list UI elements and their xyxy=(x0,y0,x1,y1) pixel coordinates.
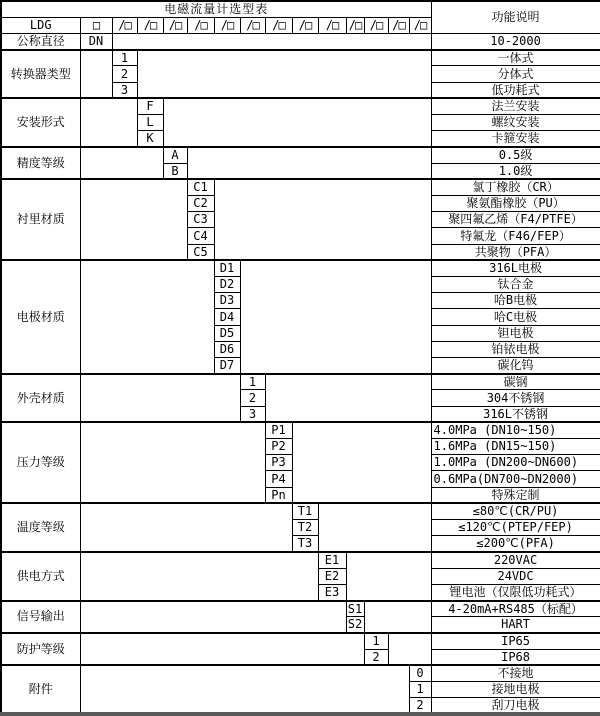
group-label: 附件 xyxy=(1,665,80,714)
desc-cell: 0.6MPa(DN700~DN2000) xyxy=(431,471,600,487)
model-slot-8: /□ xyxy=(292,17,318,33)
group-label: 供电方式 xyxy=(1,552,80,601)
code-cell: 1 xyxy=(112,50,137,66)
code-cell: F xyxy=(137,98,163,114)
desc-cell: 分体式 xyxy=(431,66,600,82)
spacer-cell xyxy=(187,147,431,179)
desc-cell: 聚氨酯橡胶（PU） xyxy=(431,195,600,211)
model-prefix-cell: LDG xyxy=(1,17,80,33)
spacer-cell xyxy=(137,50,431,99)
desc-cell: 1.0MPa (DN200~DN600) xyxy=(431,455,600,471)
code-cell: D6 xyxy=(214,341,240,357)
desc-cell: 低功耗式 xyxy=(431,82,600,98)
spacer-cell xyxy=(346,552,431,601)
code-cell: 0 xyxy=(409,665,431,681)
model-slot-3: /□ xyxy=(163,17,187,33)
code-cell: C2 xyxy=(187,195,214,211)
model-slot-13: /□ xyxy=(409,17,431,33)
desc-cell: 特氟龙（F46/FEP） xyxy=(431,228,600,244)
spacer-cell xyxy=(80,260,214,373)
code-cell: D4 xyxy=(214,309,240,325)
code-cell: T1 xyxy=(292,503,318,519)
model-slot-7: /□ xyxy=(265,17,292,33)
desc-cell: 钽电极 xyxy=(431,325,600,341)
desc-cell: 哈C电极 xyxy=(431,309,600,325)
desc-cell: 24VDC xyxy=(431,568,600,584)
spacer-cell xyxy=(80,98,137,147)
desc-cell: 1.0级 xyxy=(431,163,600,179)
desc-cell: 锂电池（仅限低功耗式） xyxy=(431,584,600,600)
code-cell: 2 xyxy=(240,390,265,406)
desc-cell: IP65 xyxy=(431,633,600,649)
code-cell: 1 xyxy=(364,633,388,649)
code-cell: C5 xyxy=(187,244,214,260)
model-slot-9: /□ xyxy=(318,17,346,33)
desc-cell: 法兰安装 xyxy=(431,98,600,114)
desc-cell: 铂铱电极 xyxy=(431,341,600,357)
code-cell-dn: DN xyxy=(80,33,112,49)
code-cell: E1 xyxy=(318,552,346,568)
code-cell: A xyxy=(163,147,187,163)
code-cell: T2 xyxy=(292,520,318,536)
group-label: 电极材质 xyxy=(1,260,80,373)
desc-cell: IP68 xyxy=(431,649,600,665)
desc-cell: 碳钢 xyxy=(431,374,600,390)
desc-cell: ≤80℃(CR/PU) xyxy=(431,503,600,519)
spacer-cell xyxy=(318,503,431,552)
code-cell: S2 xyxy=(347,617,363,632)
desc-cell: 刮刀电极 xyxy=(431,698,600,714)
desc-cell: 304不锈钢 xyxy=(431,390,600,406)
code-cell: S1 xyxy=(347,601,363,616)
spacer-cell xyxy=(80,147,163,179)
desc-cell: 哈B电极 xyxy=(431,293,600,309)
code-cell: 1 xyxy=(409,682,431,698)
code-cell: P3 xyxy=(265,455,292,471)
desc-cell: 不接地 xyxy=(431,665,600,681)
desc-cell: 卡箍安装 xyxy=(431,131,600,147)
code-cell: 2 xyxy=(364,649,388,665)
model-slot-1: /□ xyxy=(112,17,137,33)
group-label: 信号输出 xyxy=(1,601,80,633)
code-cell: E2 xyxy=(318,568,346,584)
desc-cell: HART xyxy=(431,617,600,633)
code-cell: D1 xyxy=(214,260,240,276)
desc-cell: 4.0MPa (DN10~150) xyxy=(431,422,600,438)
desc-cell: ≤200℃(PFA) xyxy=(431,536,600,552)
desc-cell: 聚四氟乙烯（F4/PTFE） xyxy=(431,212,600,228)
code-cell: E3 xyxy=(318,584,346,600)
code-cell: 2 xyxy=(409,698,431,714)
code-cell: 3 xyxy=(240,406,265,422)
desc-cell: 316L不锈钢 xyxy=(431,406,600,422)
desc-cell: 特殊定制 xyxy=(431,487,600,503)
code-cell: P1 xyxy=(265,422,292,438)
model-slot-11: /□ xyxy=(364,17,388,33)
spacer-cell xyxy=(163,98,431,147)
spacer-cell xyxy=(80,179,187,260)
code-cell: D7 xyxy=(214,357,240,373)
desc-cell: 316L电极 xyxy=(431,260,600,276)
code-cell: 1 xyxy=(240,374,265,390)
spacer-cell xyxy=(80,601,346,633)
model-slot-box: □ xyxy=(80,17,112,33)
group-label: 安装形式 xyxy=(1,98,80,147)
model-slot-5: /□ xyxy=(214,17,240,33)
group-label-diameter: 公称直径 xyxy=(1,33,80,49)
desc-cell: 共聚物（PFA） xyxy=(431,244,600,260)
code-cell: C3 xyxy=(187,212,214,228)
model-slot-12: /□ xyxy=(388,17,409,33)
code-cell: L xyxy=(137,114,163,130)
spacer-cell xyxy=(388,633,431,665)
code-cell: P2 xyxy=(265,438,292,454)
group-label: 防护等级 xyxy=(1,633,80,665)
spacer-cell xyxy=(80,374,240,423)
desc-cell: 钛合金 xyxy=(431,276,600,292)
desc-cell-diameter: 10-2000 xyxy=(431,33,600,49)
group-label: 压力等级 xyxy=(1,422,80,503)
spacer-cell xyxy=(80,552,318,601)
code-cell: C1 xyxy=(187,179,214,195)
group-label: 外壳材质 xyxy=(1,374,80,423)
code-cell: D2 xyxy=(214,276,240,292)
desc-cell: 一体式 xyxy=(431,50,600,66)
code-cell: Pn xyxy=(265,487,292,503)
group-label: 精度等级 xyxy=(1,147,80,179)
code-cell: K xyxy=(137,131,163,147)
code-cell: C4 xyxy=(187,228,214,244)
spacer-cell xyxy=(80,633,364,665)
model-slot-4: /□ xyxy=(187,17,214,33)
desc-cell: 1.6MPa (DN15~150) xyxy=(431,438,600,454)
desc-cell: 0.5级 xyxy=(431,147,600,163)
model-slot-2: /□ xyxy=(137,17,163,33)
desc-cell: 4-20mA+RS485（标配） xyxy=(431,601,600,617)
desc-cell: 碳化钨 xyxy=(431,357,600,373)
code-cell: T3 xyxy=(292,536,318,552)
desc-cell: ≤120℃(PTEP/FEP) xyxy=(431,520,600,536)
desc-cell: 螺纹安装 xyxy=(431,114,600,130)
spacer-cell xyxy=(265,374,431,423)
spacer-cell xyxy=(364,601,431,633)
spacer-cell xyxy=(292,422,431,503)
code-cell: D5 xyxy=(214,325,240,341)
code-cell: 3 xyxy=(112,82,137,98)
model-slot-10: /□ xyxy=(346,17,364,33)
desc-cell: 氯丁橡胶（CR） xyxy=(431,179,600,195)
code-cell: B xyxy=(163,163,187,179)
code-cell: P4 xyxy=(265,471,292,487)
spacer-cell xyxy=(80,665,409,714)
table-title: 电磁流量计选型表 xyxy=(1,1,431,17)
spacer-cell xyxy=(240,260,431,373)
desc-cell: 220VAC xyxy=(431,552,600,568)
spacer-cell xyxy=(214,179,431,260)
group-label: 衬里材质 xyxy=(1,179,80,260)
spacer-cell xyxy=(80,422,265,503)
spacer-cell xyxy=(80,503,292,552)
code-cell: 2 xyxy=(112,66,137,82)
spacer-cell xyxy=(80,50,112,99)
group-label: 转换器类型 xyxy=(1,50,80,99)
function-column-header: 功能说明 xyxy=(431,1,600,33)
spacer-cell xyxy=(112,33,431,49)
model-slot-6: /□ xyxy=(240,17,265,33)
desc-cell: 接地电极 xyxy=(431,682,600,698)
group-label: 温度等级 xyxy=(1,503,80,552)
code-cell: D3 xyxy=(214,293,240,309)
